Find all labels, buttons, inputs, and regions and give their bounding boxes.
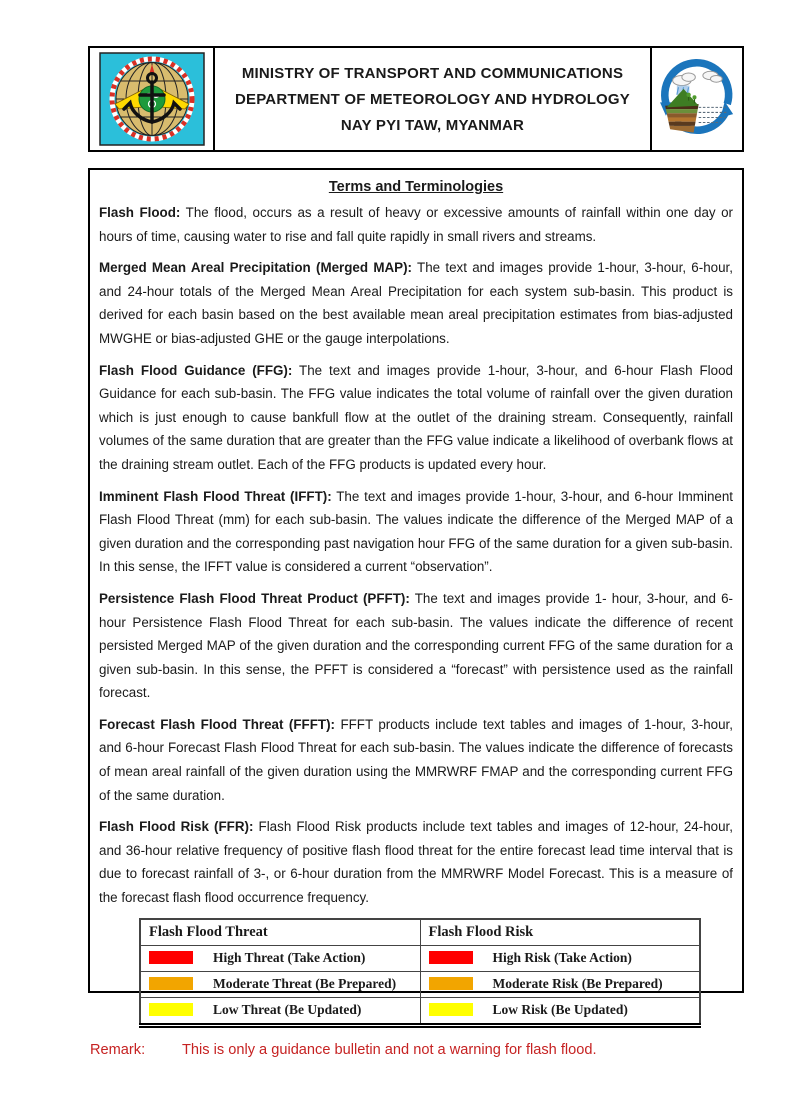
legend-header-risk: Flash Flood Risk: [420, 919, 700, 946]
terms-section: [88, 168, 744, 1018]
moderate-risk-color-swatch: [429, 977, 473, 990]
term-merged-map-label: Merged Mean Areal Precipitation (Merged MAP):: [99, 260, 412, 276]
remark-text: This is only a guidance bulletin and not a warning for flash flood.: [182, 1042, 597, 1058]
remark-line: [90, 1042, 597, 1058]
legend-header-threat: Flash Flood Threat: [140, 919, 420, 946]
legend-cell-high-risk: [420, 945, 700, 971]
term-ffft: [99, 713, 733, 807]
term-pfft-text: The text and images provide 1- hour, 3-hour, and 6-hour Persistence Flash Flood Threat for each sub-basin. The values indicate the difference of recent persisted Merged MAP of the given duration and the corresponding current FFG of the same duration for a given sub-basin. In this sense, the PFFT is considered a “forecast” with persistence used as the rainfall forecast.: [99, 590, 733, 701]
legend-cell-moderate-risk: [420, 971, 700, 997]
remark-label: Remark:: [90, 1042, 146, 1058]
ministry-logo-cell: [90, 48, 215, 150]
term-pfft: [99, 587, 733, 705]
term-merged-map-text: The text and images provide 1-hour, 3-hour, 6-hour, and 24-hour totals of the Merged Mean Areal Precipitation for each system sub-basin. This product is derived for each basin based on the best available mean areal precipitation estimates from bias-adjusted MWGHE or bias-adjusted GHE or the gauge interpolations.: [99, 260, 733, 346]
term-ffr-text: Flash Flood Risk products include text tables and images of 12-hour, 24-hour, and 36-hour relative frequency of positive flash flood threat for the entire forecast lead time interval that is due to forecast rainfall of 3-, or 6-hour duration from the MMRWRF Model Forecast. This is a measure of the forecast flash flood occurrence frequency.: [99, 819, 733, 906]
high-threat-label: High Threat (Take Action): [213, 950, 366, 966]
dmh-logo-cell: [650, 48, 742, 150]
term-ffg-label: Flash Flood Guidance (FFG):: [99, 362, 293, 378]
department-name: DEPARTMENT OF METEOROLOGY AND HYDROLOGY: [234, 90, 631, 108]
page-title: Terms and Terminologies: [328, 179, 504, 195]
term-flash-flood: [99, 201, 733, 248]
high-risk-label: High Risk (Take Action): [492, 950, 632, 966]
term-merged-map: [99, 256, 733, 350]
moderate-threat-label: Moderate Threat (Be Prepared): [213, 976, 397, 992]
low-threat-label: Low Threat (Be Updated): [213, 1002, 362, 1018]
letterhead-text: [215, 48, 650, 150]
term-ffft-label: Forecast Flash Flood Threat (FFFT):: [99, 716, 335, 732]
legend-cell-high-threat: [140, 945, 420, 971]
ministry-name: MINISTRY OF TRANSPORT AND COMMUNICATIONS: [241, 64, 624, 82]
legend-row-high: [140, 945, 700, 971]
term-flash-flood-text: The flood, occurs as a result of heavy or excessive amounts of rainfall within one day or hours of time, causing water to rise and fall quite rapidly in small rivers and streams.: [99, 205, 734, 244]
term-ffr: [99, 815, 733, 909]
flood-legend-table: [139, 918, 701, 1028]
term-ifft: [99, 485, 733, 579]
water-cycle-logo-icon: [655, 57, 739, 141]
term-ffg: [99, 359, 733, 477]
high-risk-color-swatch: [429, 951, 473, 964]
low-threat-color-swatch: [149, 1003, 193, 1016]
ministry-emblem-icon: [99, 52, 205, 146]
low-risk-label: Low Risk (Be Updated): [492, 1002, 628, 1018]
legend-cell-moderate-threat: [140, 971, 420, 997]
legend-header-row: [140, 919, 700, 946]
legend-row-moderate: [140, 971, 700, 997]
legend-cell-low-risk: [420, 997, 700, 1025]
term-pfft-label: Persistence Flash Flood Threat Product (PFFT):: [99, 590, 410, 606]
term-ifft-label: Imminent Flash Flood Threat (IFFT):: [99, 488, 332, 504]
location-line: NAY PYI TAW, MYANMAR: [340, 116, 525, 134]
term-flash-flood-label: Flash Flood:: [99, 205, 181, 220]
term-ffft-text: FFFT products include text tables and images of 1-hour, 3-hour, and 6-hour Forecast Flash Flood Threat for each sub-basin. The values indicate the difference of forecasts of mean areal rainfall of the given duration using the MMRWRF FMAP and the corresponding current FFG of the same duration.: [99, 716, 733, 803]
high-threat-color-swatch: [149, 951, 193, 964]
moderate-risk-label: Moderate Risk (Be Prepared): [492, 976, 663, 992]
low-risk-color-swatch: [429, 1003, 473, 1016]
term-ifft-text: The text and images provide 1-hour, 3-hour, and 6-hour Imminent Flash Flood Threat (mm) for each sub-basin. The values indicate the difference of the Merged MAP of a given duration and the corresponding past navigation hour FFG of the same duration for a given sub-basin. In this sense, the IFFT value is considered a current “observation”.: [99, 488, 734, 575]
term-ffg-text: The text and images provide 1-hour, 3-hour, and 6-hour Flash Flood Guidance for each sub-basin. The FFG value indicates the total volume of rainfall over the given duration which is just enough to cause bankfull flow at the outlet of the draining stream. Consequently, rainfall volumes of the same duration that are greater than the FFG value indicate a likelihood of overbank flows at the draining stream outlet. Each of the FFG products is updated every hour.: [99, 362, 733, 472]
legend-row-low: [140, 997, 700, 1025]
term-ffr-label: Flash Flood Risk (FFR):: [99, 819, 254, 835]
letterhead: [88, 46, 744, 152]
legend-cell-low-threat: [140, 997, 420, 1025]
moderate-threat-color-swatch: [149, 977, 193, 990]
